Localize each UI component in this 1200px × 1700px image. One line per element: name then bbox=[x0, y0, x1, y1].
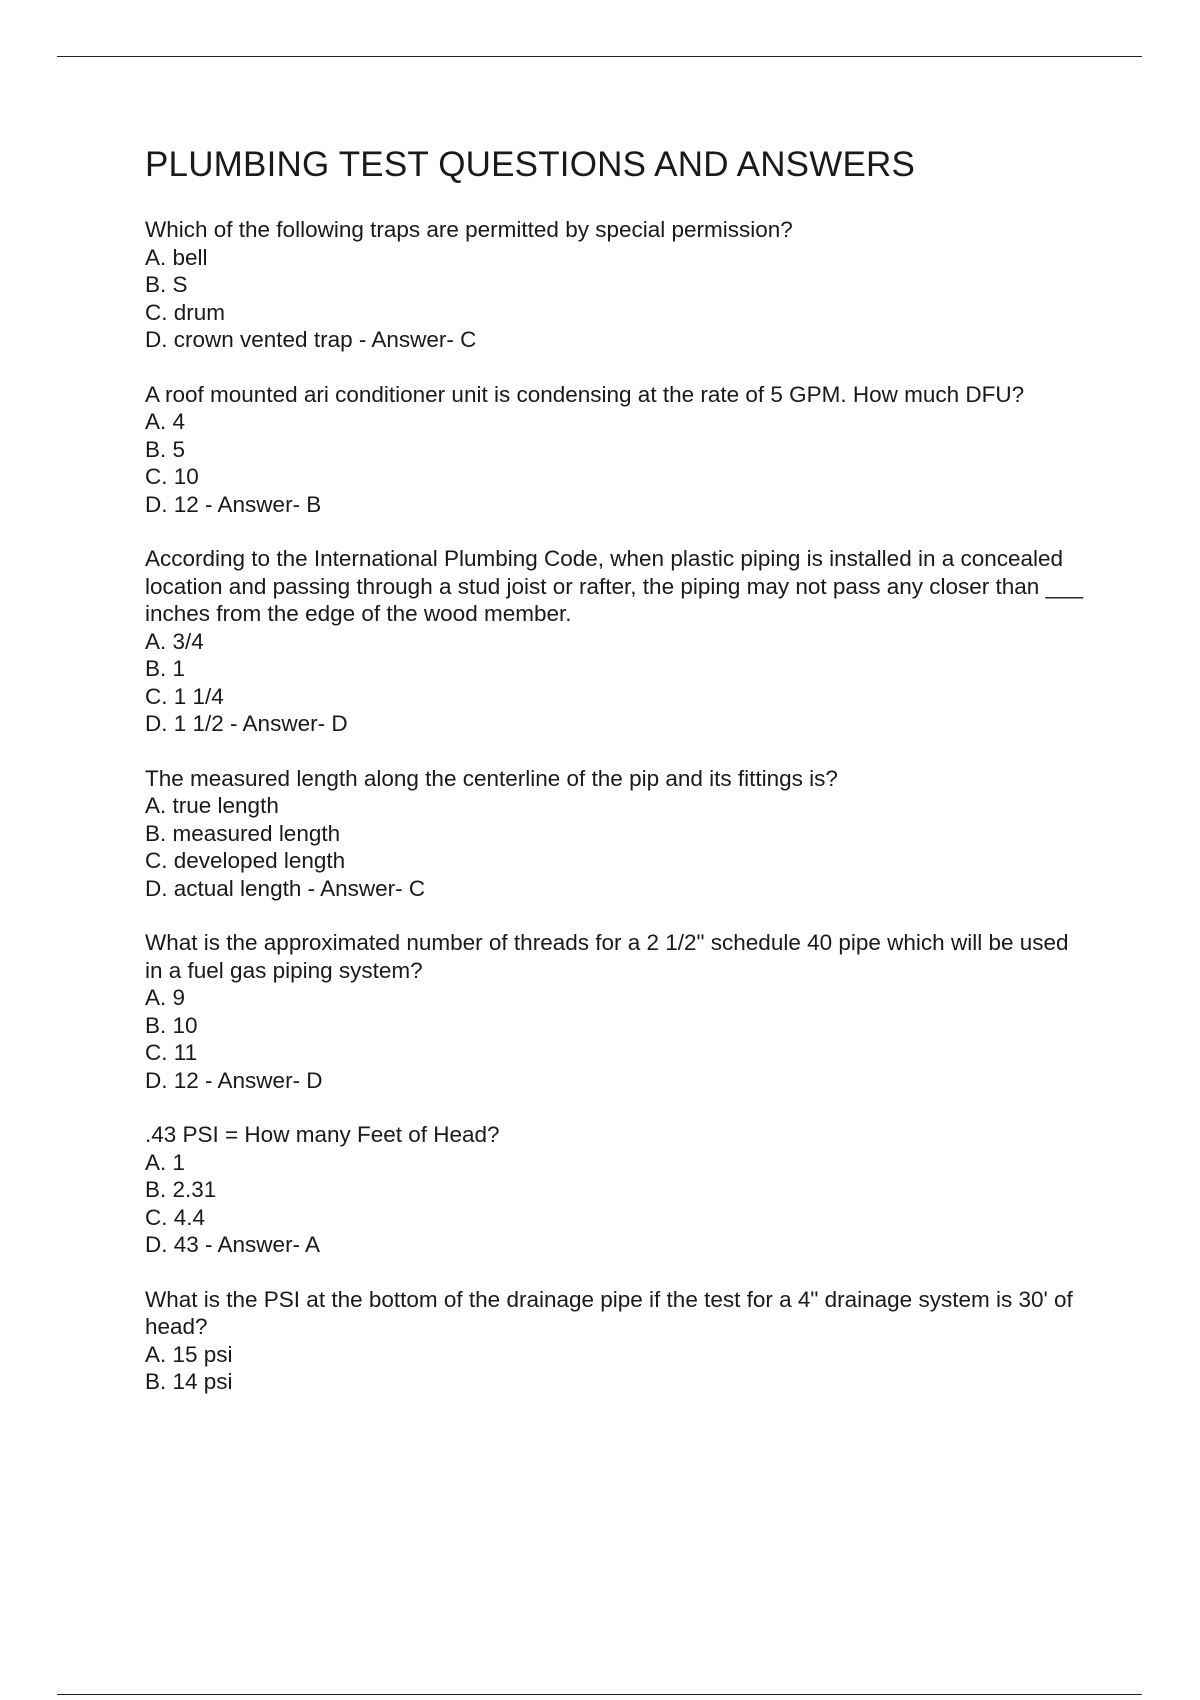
answer-option: A. 9 bbox=[145, 985, 186, 1010]
question-item bbox=[145, 381, 1090, 519]
answer-option: D. crown vented trap - Answer- C bbox=[145, 327, 477, 352]
answer-option: D. 12 - Answer- B bbox=[145, 491, 322, 517]
question-text: .43 PSI = How many Feet of Head? bbox=[145, 1122, 500, 1147]
answer-option: B. 2.31 bbox=[145, 1177, 217, 1202]
question-text: What is the PSI at the bottom of the drainage pipe if the test for a 4" drainage system is 30' of head? bbox=[145, 1286, 1073, 1339]
answer-option: D. 12 - Answer- D bbox=[145, 1067, 323, 1093]
answer-option: A. bell bbox=[145, 244, 208, 270]
page-title: PLUMBING TEST QUESTIONS AND ANSWERS bbox=[145, 145, 916, 184]
answer-option: C. developed length bbox=[145, 848, 346, 873]
answer-option: C. drum bbox=[145, 299, 226, 325]
answer-option: B. 10 bbox=[145, 1012, 198, 1038]
answer-option: B. 1 bbox=[145, 656, 186, 681]
question-item bbox=[145, 216, 1090, 354]
header-rule bbox=[57, 56, 1142, 57]
document-body bbox=[145, 140, 1090, 1423]
question-list bbox=[145, 216, 1090, 1396]
answer-option: B. measured length bbox=[145, 820, 341, 846]
answer-option: A. 15 psi bbox=[145, 1341, 233, 1367]
answer-option: A. 3/4 bbox=[145, 628, 204, 654]
answer-option: D. 43 - Answer- A bbox=[145, 1232, 321, 1257]
question-item bbox=[145, 1286, 1090, 1396]
question-text: Which of the following traps are permitted by special permission? bbox=[145, 217, 793, 242]
question-item bbox=[145, 765, 1090, 903]
answer-option: B. 5 bbox=[145, 436, 186, 462]
answer-option: A. true length bbox=[145, 793, 279, 818]
question-text: According to the International Plumbing Code, when plastic piping is installed in a concealed location and passing through a stud joist or rafter, the piping may not pass any closer than ___ inches from the edge of the wood member. bbox=[145, 546, 1084, 626]
footer-rule bbox=[57, 1694, 1142, 1695]
answer-option: C. 10 bbox=[145, 464, 199, 489]
question-item bbox=[145, 545, 1090, 738]
answer-option: A. 4 bbox=[145, 409, 186, 434]
answer-option: B. S bbox=[145, 272, 188, 297]
question-text: What is the approximated number of threads for a 2 1/2" schedule 40 pipe which will be used in a fuel gas piping system? bbox=[145, 930, 1069, 983]
answer-option: B. 14 psi bbox=[145, 1369, 233, 1394]
answer-option: D. actual length - Answer- C bbox=[145, 875, 426, 901]
answer-option: D. 1 1/2 - Answer- D bbox=[145, 711, 348, 736]
question-text: A roof mounted ari conditioner unit is condensing at the rate of 5 GPM. How much DFU? bbox=[145, 381, 1025, 407]
answer-option: C. 11 bbox=[145, 1040, 198, 1065]
question-item bbox=[145, 929, 1090, 1094]
question-text: The measured length along the centerline of the pip and its fittings is? bbox=[145, 765, 838, 791]
answer-option: A. 1 bbox=[145, 1149, 186, 1175]
answer-option: C. 4.4 bbox=[145, 1204, 206, 1230]
question-item bbox=[145, 1121, 1090, 1259]
answer-option: C. 1 1/4 bbox=[145, 683, 224, 709]
